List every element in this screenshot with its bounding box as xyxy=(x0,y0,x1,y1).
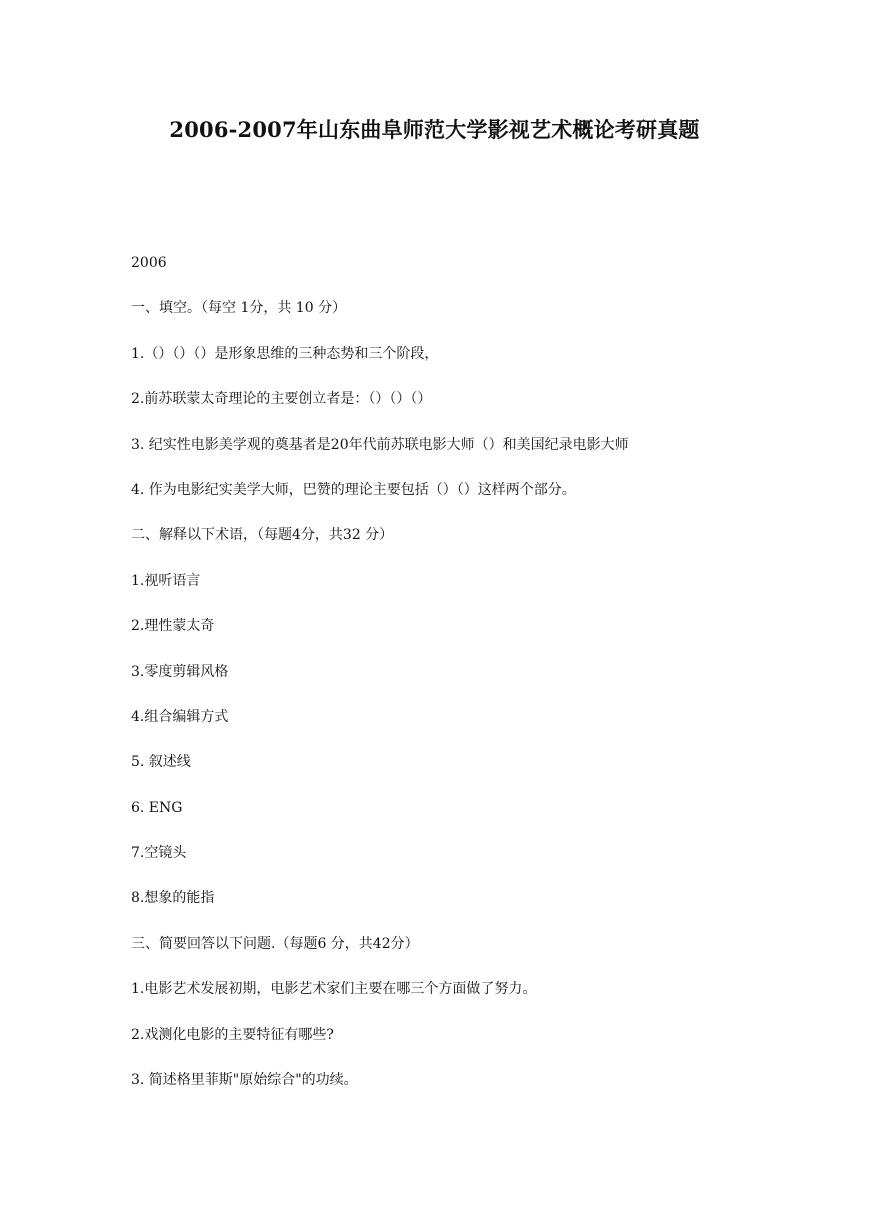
document-title: 2006-2007年山东曲阜师范大学影视艺术概论考研真题 xyxy=(169,117,700,142)
document-body xyxy=(131,253,771,1115)
question-line: 1.（）（）（）是形象思维的三种态势和三个阶段， xyxy=(131,345,439,362)
term-line: 3.零度剪辑风格 xyxy=(131,663,229,680)
term-line: 6. ENG xyxy=(131,799,183,816)
question-line: 3. 简述格里菲斯"原始综合"的功续。 xyxy=(131,1072,358,1089)
term-line: 8.想象的能指 xyxy=(131,890,215,907)
year-line: 2006 xyxy=(131,255,167,271)
section-heading-short-answer: 三、简要回答以下问题.（每题6 分，共42分） xyxy=(131,935,419,952)
question-line: 1.电影艺术发展初期，电影艺术家们主要在哪三个方面做了努力。 xyxy=(131,981,537,998)
term-line: 7.空镜头 xyxy=(131,845,187,862)
question-line: 3. 纪实性电影美学观的奠基者是20年代前苏联电影大师（）和美国纪录电影大师 xyxy=(131,436,629,453)
question-line: 4. 作为电影纪实美学大师，巴赞的理论主要包括（）（）这样两个部分。 xyxy=(131,481,576,498)
section-heading-fill-in: 一、填空。（每空 1分，共 10 分） xyxy=(131,300,347,317)
section-heading-terms: 二、解释以下术语，（每题4分，共32 分） xyxy=(131,527,394,544)
question-line: 2.前苏联蒙太奇理论的主要创立者是：（）（）（） xyxy=(131,391,432,408)
question-line: 2.戏测化电影的主要特征有哪些? xyxy=(131,1026,334,1043)
term-line: 4.组合编辑方式 xyxy=(131,708,229,725)
term-line: 5. 叙述线 xyxy=(131,754,191,771)
term-line: 2.理性蒙太奇 xyxy=(131,618,215,635)
term-line: 1.视听语言 xyxy=(131,572,201,589)
